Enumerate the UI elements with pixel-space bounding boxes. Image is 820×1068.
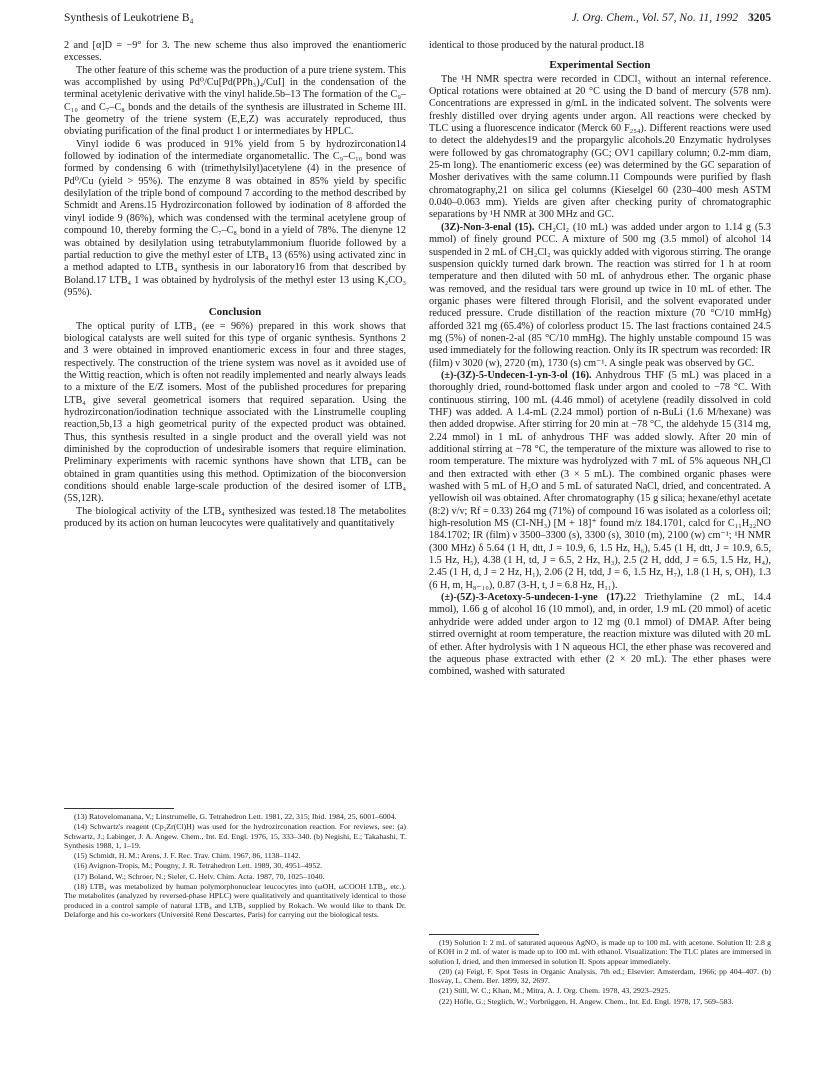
paragraph: Vinyl iodide 6 was produced in 91% yield from 5 by hydrozirconation14 followed by iodination of the intermediate organometallic. The C₉–C₁₀ bond was formed by condensing 6 with (trimethylsilyl)acetylene (4) in the presence of Pd⁰/Cu (yield > 95%). The enzyme 8 was obtained in 85% yield by specific desilylation of the triple bond of compound 7 according to the method described by Schmidt and Arens.15 Hydrozirconation followed by iodination of 8 afforded the vinyl iodide 9 (86%), which was condensed with the terminal acetylene group of compound 10, thereby forming the C₇–C₈ bond in a yield of 78%. The dienyne 12 was obtained by desilylation using tetrabutylammonium fluoride followed by a partial reduction to give the methyl ester of LTB₄ 13 (65%) using activated zinc in a method adapted to LTB₄ synthesis in our laboratory16 from that described by Boland.17 LTB₄ 1 was obtained by hydrolysis of the methyl ester 13 using K₂CO₃ (95%). [64, 138, 406, 298]
paragraph: The optical purity of LTB₄ (ee = 96%) prepared in this work shows that biological catalysts are well suited for this type of organic synthesis. Synthons 2 and 3 were obtained in improved enantiomeric excess in four and three stages, respectively. The construction of the triene system was novel as it avoided use of the Wittig reaction, which is often not readily implemented and nearly always leads to a mixture of the E/Z isomers. Most of the published procedures for preparing LTB₄ give several geometrical isomers that required separation. Using the hydrozirconation/iodination technique associated with the Linstrumelle coupling reaction,5b,13 a high geometrical purity of the expected product was obtained. Thus, this synthesis resulted in a single product and the overall yield was not diminished by the coproduction of undesirable isomers that require elimination. Preliminary experiments with racemic synthons have shown that LTB₄ can be obtained in gram quantities using this method. Optimization of the bioconversion conditions should enable large-scale production of the desired isomer of LTB₄ (5S,12R). [64, 320, 406, 505]
procedure-entry [429, 222, 771, 370]
footnote-rule [429, 934, 539, 935]
running-header [64, 12, 771, 30]
procedure-entry [429, 370, 771, 592]
left-column [64, 40, 406, 530]
footnote: (21) Still, W. C.; Khan, M.; Mitra, A. J. Org. Chem. 1978, 43, 2923–2925. [439, 986, 671, 996]
compound-title: (±)-(3Z)-5-Undecen-1-yn-3-ol (16). [441, 369, 592, 381]
paragraph: The ¹H NMR spectra were recorded in CDCl₃ without an internal reference. Optical rotations were obtained at 20 °C using the D band of mercury (578 nm). Concentrations are expressed in g/mL in the indicated solvent. The solvents were freshly distilled over drying agents under argon. All reactions were checked by TLC using a fluorescence indicator (Merck 60 F₂₅₄). Different reactions were used to detect the aldehydes19 and the propargylic alcohols.20 Enzymatic hydrolyses were followed by gas chromatography (GC; OV1 capillary column; 0.2-mm diam, 25-m long). The enantiomeric excess (ee) was determined by the GC separation of Mosher derivatives with the same column.11 Compounds were purified by flash chromatography,21 on silica gel columns (Kieselgel 60 (230–400 mesh ASTM 0.040–0.063 mm). Yields are given after checking purity of chromatographic separations by ¹H NMR at 300 MHz and GC. [429, 73, 771, 221]
compound-title: (±)-(5Z)-3-Acetoxy-5-undecen-1-yne (17). [441, 592, 626, 604]
paragraph: The other feature of this scheme was the production of a pure triene system. This was accomplished by using Pd⁰/Cu[Pd(PPh₃)₄/CuI] in the condensation of the terminal acetylenic derivative with the vinyl halide.5b–13 The formation of the C₉–C₁₀ and C₇–C₈ bonds and the details of the synthesis are illustrated in Scheme III. The geometry of the triene system (E,E,Z) was accurately reproduced, thus obviating purification of the final product 1 or intermediates by HPLC. [64, 64, 406, 138]
paragraph: 2 and [α]D = −9° for 3. The new scheme thus also improved the enantiomeric excesses. [64, 40, 406, 64]
footnote: (13) Ratovelomanana, V.; Linstrumelle, G. Tetrahedron Lett. 1981, 22, 315; Ibid. 1984, 25, 6001–6004. [74, 812, 397, 821]
footnote: (14) Schwartz's reagent (Cp₂Zr(Cl)H) was used for the hydrozirconation reaction. For reviews, see: (a) Schwartz, J.; Labinger, J. A. Angew. Chem., Int. Ed. Engl. 1976, 15, 333–340. (b) Negishi, E.; Takahashi, T. Synthesis 1988, 1, 1–19. [64, 822, 406, 850]
procedure-entry [429, 592, 771, 678]
procedure-text: Anhydrous THF (5 mL) was placed in a thoroughly dried, round-bottomed flask under argon and cooled to −78 °C. With continuous stirring, 100 mL (4.46 mmol) of acetylene (readily dissolved in cold THF) was added. A 1.4-mL (2.24 mmol) portion of n-BuLi (1.6 M/hexane) was then added dropwise. After stirring for 20 min at −78 °C, the aldehyde 15 (314 mg, 2.24 mmol) in 1 mL of anhydrous THF was added slowly. After 20 min of additional stirring at −78 °C, the temperature of the mixture was allowed to rise to room temperature. The mixture was hydrolyzed with 7 mL of 5% aqueous NH₄Cl and then extracted with ether (3 × 5 mL). The combined organic phases were washed with 5 mL of H₂O and 5 mL of saturated NaCl, dried, and concentrated. A yellowish oil was obtained. After chromatography (15 g silica; hexane/ethyl acetate (8:2) v/v; Rf = 0.33) 264 mg (71%) of compound 16 was isolated as a colorless oil; high-resolution MS (CI-NH₃) [M + 18]⁺ found m/z 184.1701, calcd for C₁₁H₂₂NO 184.1702; IR (film) ν 3500–3300 (s), 3300 (s), 3010 (m), 2100 (w) cm⁻¹; ¹H NMR (300 MHz) δ 5.64 (1 H, dtt, J = 10.9, 6, 1.5 Hz, H₆), 5.45 (1 H, dtt, J = 10.9, 6.5, 1.5 Hz, H₅), 4.38 (1 H, td, J = 6.5, 2 Hz, H₃), 2.5 (2 H, ddd, J = 6.5, 1.5 Hz, H₄), 2.45 (1 H, d, J = 2 Hz, H₁), 2.06 (2 H, tdd, J = 6, 1.5 Hz, H₇), 1.8 (1 H, s, OH), 1.3 (6 H, m, H₈₋₁₀), 0.87 (3-H, t, J = 6.8 Hz, H₁₁). [429, 369, 771, 591]
conclusion-heading: Conclusion [208, 306, 262, 319]
footnote: (16) Avignon-Tropis, M.; Pougny, J. R. Tetrahedron Lett. 1989, 30, 4951–4952. [74, 861, 323, 871]
footnote: (20) (a) Feigl, F. Spot Tests in Organic Analysis, 7th ed.; Elsevier: Amsterdam, 1966; pp 404–407. (b) Ilosvay, L. Chem. Ber. 1899, 32, 2697. [429, 966, 771, 986]
paragraph: The biological activity of the LTB₄ synthesized was tested.18 The metabolites produced by its action on human leucocytes were qualitatively and quantitatively [64, 505, 406, 530]
footnote: (15) Schmidt, H. M.; Arens, J. F. Rec. Trav. Chim. 1967, 86, 1138–1142. [74, 851, 301, 861]
footnote: (19) Solution I: 2 mL of saturated aqueous AgNO₃ is made up to 100 mL with acetone. Solution II: 2.8 g of KOH in 2 mL of water is made up to 100 mL with ethanol. Visualization: The TLC plates are immersed in solution I, dried, and then immersed in solution II. Spots appear immediately. [429, 938, 771, 966]
procedure-text: 22 Triethylamine (2 mL, 14.4 mmol), 1.66 g of alcohol 16 (10 mmol), and, in order, 1.9 mL (20 mmol) of acetic anhydride were added under argon to 12 mg (0.1 mmol) of DMAP. After being stirred overnight at room temperature, the reaction mixture was diluted with 20 mL of ether. After hydrolysis with 1 N aqueous HCl, the ether phase was recovered and the aqueous phase extracted with ether (2 × 20 mL). The ether phases were combined, washed with saturated [429, 592, 771, 678]
compound-title: (3Z)-Non-3-enal (15). [441, 221, 535, 233]
procedure-text: CH₂Cl₂ (10 mL) was added under argon to 1.14 g (5.3 mmol) of finely ground PCC. A mixture of 500 mg (3.5 mmol) of alcohol 14 suspended in 2 mL of CH₂Cl₂ was quickly added with vigorous stirring. The orange suspension quickly turned dark brown. The reaction was stirred for 1 h at room temperature and then diluted with 50 mL of anhydrous ether. The organic phase was removed, and the residual tars were ground up twice in 10 mL of ether. The organic phases were filtered through Florisil, and the solvent evaporated under reduced pressure. Crude distillation of the reaction mixture (70 °C/10 mmHg) afforded 321 mg (65.4%) of colorless product 15. The last fractions contained 24.5 mg (5%) of nonen-2-al (85 °C/10 mmHg). The highly unstable compound 15 was used immediately for the following reaction. Only its IR spectrum was recorded: IR (film) ν 3020 (w), 2720 (m), 1730 (s) cm⁻¹. A single peak was observed by GC. [429, 221, 771, 369]
page-number: 3205 [748, 12, 771, 24]
footnote: (17) Boland, W.; Schroer, N.; Sieler, C. Helv. Chim. Acta. 1987, 70, 1025–1040. [74, 871, 325, 881]
running-title: Synthesis of Leukotriene B₄ [64, 12, 194, 24]
paragraph: identical to those produced by the natural product.18 [429, 40, 645, 51]
right-footnotes [429, 934, 771, 1007]
journal-name: J. Org. Chem., Vol. 57, No. 11, 1992 [571, 12, 738, 24]
experimental-heading: Experimental Section [549, 59, 651, 72]
footnote: (22) Höfle, G.; Steglich, W.; Vorbrüggen, H. Angew. Chem., Int. Ed. Engl. 1978, 17, 569–583. [439, 996, 734, 1006]
left-footnotes [64, 808, 406, 920]
right-column [429, 40, 771, 679]
journal-citation [572, 12, 771, 24]
footnote: (18) LTB₄ was metabolized by human polymorphonuclear leucocytes into (ωOH, ωCOOH LTB₄, etc.). The metabolites (analyzed by reversed-phase HPLC) were qualitatively and quantitatively identical to those produced in a control sample of natural LTB₄ and LTB₄ supplied by Rokach. We would like to thank Dr. Delaforge and his co-workers (Université René Descartes, Paris) for carrying out the biological tests. [64, 882, 406, 919]
footnote-rule [64, 808, 174, 809]
